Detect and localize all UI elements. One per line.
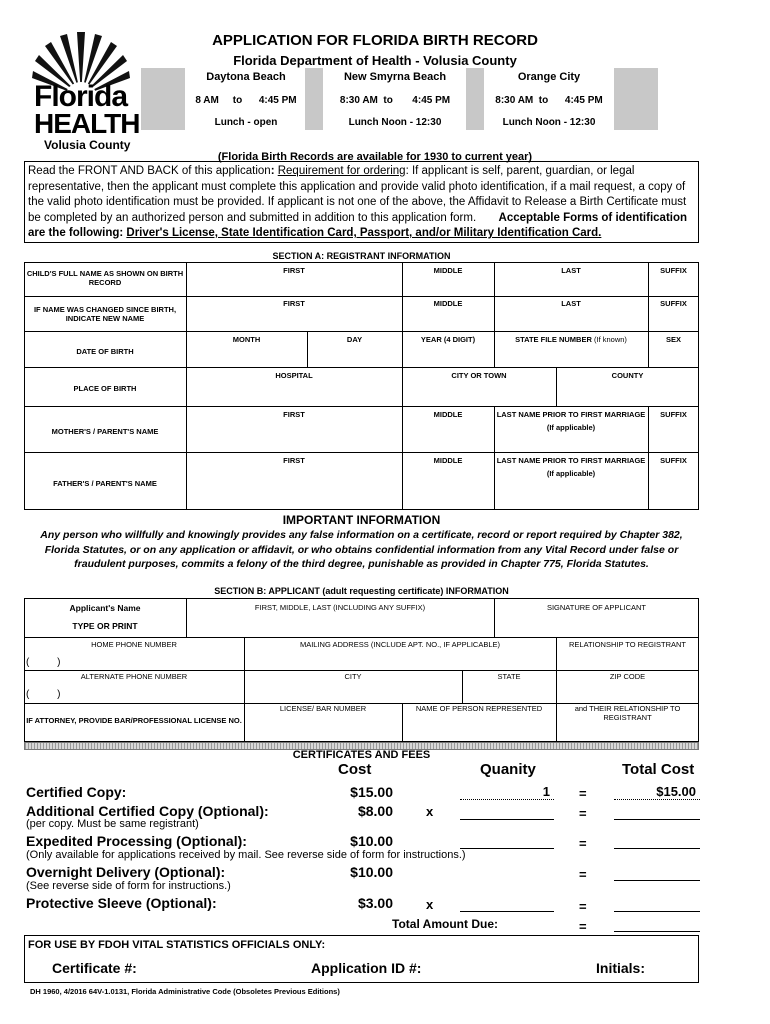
office-orange-name: Orange City — [517, 71, 581, 83]
fee-additional-qty[interactable] — [460, 803, 554, 820]
sex-field[interactable]: SEX — [665, 335, 681, 344]
gray-block-mid-right — [466, 68, 484, 130]
fee-certified-name: Certified Copy: — [26, 784, 127, 800]
fee-certified-qty-value: 1 — [542, 784, 550, 799]
col-total: Total Cost — [622, 761, 695, 778]
gray-block-right — [614, 68, 658, 130]
certificate-number-field[interactable]: Certificate #: — [52, 960, 137, 976]
fee-additional-eq: = — [579, 806, 587, 821]
mother-if-applicable: (If applicable) — [546, 423, 596, 432]
type-print-label: TYPE OR PRINT — [72, 621, 138, 631]
instructions-box: Read the FRONT AND BACK of this application: Requirement for ordering: If applicant is self, parent, guardian, or legal representative, then the applicant must complete this application and provide valid photo identification, if a mail request, a copy of the valid photo identification must be provided. If applicant is not one of the above, the Affidavit to Release a Birth Certificate must be completed by an authorized person and submitted in addition to this application form. Acceptable Forms of identification are the following: Driver's License, State Identification Card, Passport, and/or Military Identification Card. — [24, 161, 699, 243]
fee-overnight-total[interactable] — [614, 865, 700, 881]
fee-expedited-name: Expedited Processing (Optional): — [26, 833, 247, 849]
officials-title: FOR USE BY FDOH VITAL STATISTICS OFFICIALS ONLY: — [28, 939, 326, 951]
col-cost: Cost — [338, 761, 372, 778]
fee-additional-cost: $8.00 — [357, 803, 393, 819]
fee-expedited-eq: = — [579, 836, 587, 851]
fee-overnight-name: Overnight Delivery (Optional): — [26, 864, 226, 880]
mother-middle-field[interactable]: MIDDLE — [433, 410, 463, 419]
fee-sleeve-mult: x — [426, 897, 434, 912]
home-phone-field[interactable]: HOME PHONE NUMBER — [91, 640, 177, 649]
home-phone-area[interactable]: ( ) — [26, 657, 61, 668]
dob-year-field[interactable]: YEAR (4 DIGIT) — [420, 335, 476, 344]
important-title: IMPORTANT INFORMATION — [282, 513, 441, 527]
mailing-field[interactable]: MAILING ADDRESS (INCLUDE APT. NO., IF APPLICABLE) — [299, 640, 501, 649]
state-file-label: STATE FILE NUMBER — [515, 335, 592, 344]
father-prior-last-field[interactable] — [494, 456, 648, 510]
child-name-label: CHILD'S FULL NAME AS SHOWN ON BIRTH RECORD — [26, 269, 184, 287]
alt-phone-field[interactable]: ALTERNATE PHONE NUMBER — [80, 672, 188, 681]
section-b-title: SECTION B: APPLICANT (adult requesting certificate) INFORMATION — [214, 586, 509, 596]
mother-prior-last-label: LAST NAME PRIOR TO FIRST MARRIAGE — [496, 410, 646, 419]
father-label: FATHER'S / PARENT'S NAME — [53, 479, 157, 488]
form-footer: DH 1960, 4/2016 64V-1.0131, Florida Administrative Code (Obsoletes Previous Editions) — [30, 987, 340, 996]
fee-expedited-note: (Only available for applications received by mail. See reverse side of form for instructions.) — [26, 849, 466, 861]
fee-certified-cost: $15.00 — [350, 784, 393, 800]
state-file-known: (If known) — [593, 335, 627, 344]
fee-certified-eq: = — [579, 786, 587, 801]
office-daytona-hours: 8 AM to 4:45 PM — [195, 95, 297, 106]
office-newsmyrna-lunch: Lunch Noon - 12:30 — [348, 117, 442, 128]
florida-health-logo — [30, 26, 140, 154]
dob-day-field[interactable]: DAY — [346, 335, 363, 344]
form-title: APPLICATION FOR FLORIDA BIRTH RECORD — [212, 32, 538, 49]
col-quantity: Quanity — [480, 761, 536, 778]
applicant-name-label: Applicant's Name — [69, 603, 141, 613]
applicant-name-field[interactable]: FIRST, MIDDLE, LAST (INCLUDING ANY SUFFIX) — [254, 603, 426, 612]
changed-name-label: IF NAME WAS CHANGED SINCE BIRTH, INDICATE NEW NAME — [33, 305, 177, 323]
fee-overnight-eq: = — [579, 867, 587, 882]
father-first-field[interactable]: FIRST — [283, 456, 305, 465]
fees-title: CERTIFICATES AND FEES — [292, 749, 431, 761]
fee-certified-total-value: $15.00 — [656, 784, 696, 799]
fee-additional-mult: x — [426, 804, 434, 819]
zip-field[interactable]: ZIP CODE — [609, 672, 646, 681]
gray-block-left — [141, 68, 185, 130]
child-suffix-field[interactable]: SUFFIX — [660, 266, 687, 275]
changed-first-field[interactable]: FIRST — [283, 299, 305, 308]
hospital-field[interactable]: HOSPITAL — [275, 371, 313, 380]
initials-field[interactable]: Initials: — [596, 960, 646, 976]
person-represented-field[interactable]: NAME OF PERSON REPRESENTED — [415, 704, 543, 713]
mother-label: MOTHER'S / PARENT'S NAME — [51, 427, 159, 436]
logo-word-health: HEALTH — [34, 108, 140, 139]
changed-suffix-field[interactable]: SUFFIX — [660, 299, 687, 308]
office-orange-hours: 8:30 AM to 4:45 PM — [495, 95, 603, 106]
signature-field[interactable]: SIGNATURE OF APPLICANT — [546, 603, 647, 612]
mother-suffix-field[interactable]: SUFFIX — [660, 410, 687, 419]
state-file-field[interactable] — [494, 335, 648, 367]
city-town-field[interactable]: CITY OR TOWN — [451, 371, 507, 380]
instructions-body: If applicant is self, parent, guardian, or legal representative, then the applicant must complete this application and provide valid photo identification, if a mail request, a copy of the valid photo identification must be provided. If applicant is not one of the above, the Affidavit to Release a Birth Certificate must be completed by an authorized person and submitted in addition to this application form. — [28, 165, 687, 224]
county-field[interactable]: COUNTY — [611, 371, 644, 380]
instructions-acceptable: Acceptable Forms of identification are the following: — [28, 211, 688, 239]
license-field[interactable]: LICENSE/ BAR NUMBER — [279, 704, 367, 713]
instructions-requirement: Requirement for ordering — [277, 165, 406, 177]
fee-certified-total[interactable] — [614, 784, 700, 800]
dob-month-field[interactable]: MONTH — [232, 335, 261, 344]
instructions-id-list: Driver's License, State Identification Card, Passport, and/or Military Identification Card. — [126, 227, 602, 239]
fee-sleeve-qty[interactable] — [460, 896, 554, 912]
mother-first-field[interactable]: FIRST — [283, 410, 305, 419]
fee-additional-total[interactable] — [614, 803, 700, 820]
fee-expedited-total[interactable] — [614, 833, 700, 849]
their-relationship-field[interactable]: and THEIR RELATIONSHIP TO REGISTRANT — [574, 704, 681, 722]
application-id-field[interactable]: Application ID #: — [311, 960, 422, 976]
fee-overnight-cost: $10.00 — [350, 864, 393, 880]
changed-middle-field[interactable]: MIDDLE — [433, 299, 463, 308]
fee-certified-qty[interactable] — [460, 784, 554, 800]
total-due-field[interactable] — [614, 917, 700, 932]
fee-sleeve-cost: $3.00 — [357, 895, 393, 911]
mother-prior-last-field[interactable] — [494, 410, 648, 452]
instructions-read: Read the FRONT AND BACK of this application — [28, 165, 271, 177]
total-due-label: Total Amount Due: — [392, 917, 498, 931]
pob-label: PLACE OF BIRTH — [73, 384, 137, 393]
changed-last-field[interactable]: LAST — [561, 299, 581, 308]
office-orange-lunch: Lunch Noon - 12:30 — [502, 117, 596, 128]
child-first-field[interactable]: FIRST — [283, 266, 305, 275]
fee-sleeve-name: Protective Sleeve (Optional): — [26, 895, 217, 911]
city-field[interactable]: CITY — [344, 672, 362, 681]
office-newsmyrna-hours: 8:30 AM to 4:45 PM — [339, 95, 451, 106]
gray-block-mid-left — [305, 68, 323, 130]
father-if-applicable: (If applicable) — [546, 469, 596, 478]
relationship-field[interactable]: RELATIONSHIP TO REGISTRANT — [569, 640, 686, 649]
logo-county: Volusia County — [44, 138, 131, 152]
fee-additional-note: (per copy. Must be same registrant) — [26, 818, 199, 830]
fee-expedited-qty[interactable] — [460, 833, 554, 849]
fee-overnight-note: (See reverse side of form for instructions.) — [26, 880, 231, 892]
logo-word-florida: Florida — [34, 80, 128, 113]
alt-phone-area[interactable]: ( ) — [26, 689, 61, 700]
father-prior-last-label: LAST NAME PRIOR TO FIRST MARRIAGE — [496, 456, 646, 465]
child-middle-field[interactable]: MIDDLE — [433, 266, 463, 275]
office-daytona-lunch: Lunch - open — [214, 117, 278, 128]
office-daytona-name: Daytona Beach — [206, 71, 286, 83]
important-text: Any person who willfully and knowingly provides any false information on a certificate, record or report required by Chapter 382, Florida Statutes, or on any application or affidavit, or who obtains confidential information from any Vital Record under false or fraudulent purposes, commits a felony of the third degree, punishable as provided in Chapter 775, Florida Statutes. — [40, 529, 683, 570]
total-due-eq: = — [579, 919, 587, 934]
fee-sleeve-eq: = — [579, 899, 587, 914]
fee-expedited-cost: $10.00 — [350, 833, 393, 849]
father-middle-field[interactable]: MIDDLE — [433, 456, 463, 465]
fee-additional-name: Additional Certified Copy (Optional): — [26, 803, 269, 819]
child-last-field[interactable]: LAST — [561, 266, 581, 275]
fee-sleeve-total[interactable] — [614, 896, 700, 912]
father-suffix-field[interactable]: SUFFIX — [660, 456, 687, 465]
state-field[interactable]: STATE — [497, 672, 521, 681]
section-a-title: SECTION A: REGISTRANT INFORMATION — [272, 251, 451, 261]
availability-note: (Florida Birth Records are available for 1930 to current year) — [217, 151, 533, 163]
dob-label: DATE OF BIRTH — [76, 347, 134, 356]
attorney-label: IF ATTORNEY, PROVIDE BAR/PROFESSIONAL LICENSE NO. — [26, 716, 242, 725]
form-subtitle: Florida Department of Health - Volusia County — [233, 53, 517, 68]
office-newsmyrna-name: New Smyrna Beach — [343, 71, 447, 83]
